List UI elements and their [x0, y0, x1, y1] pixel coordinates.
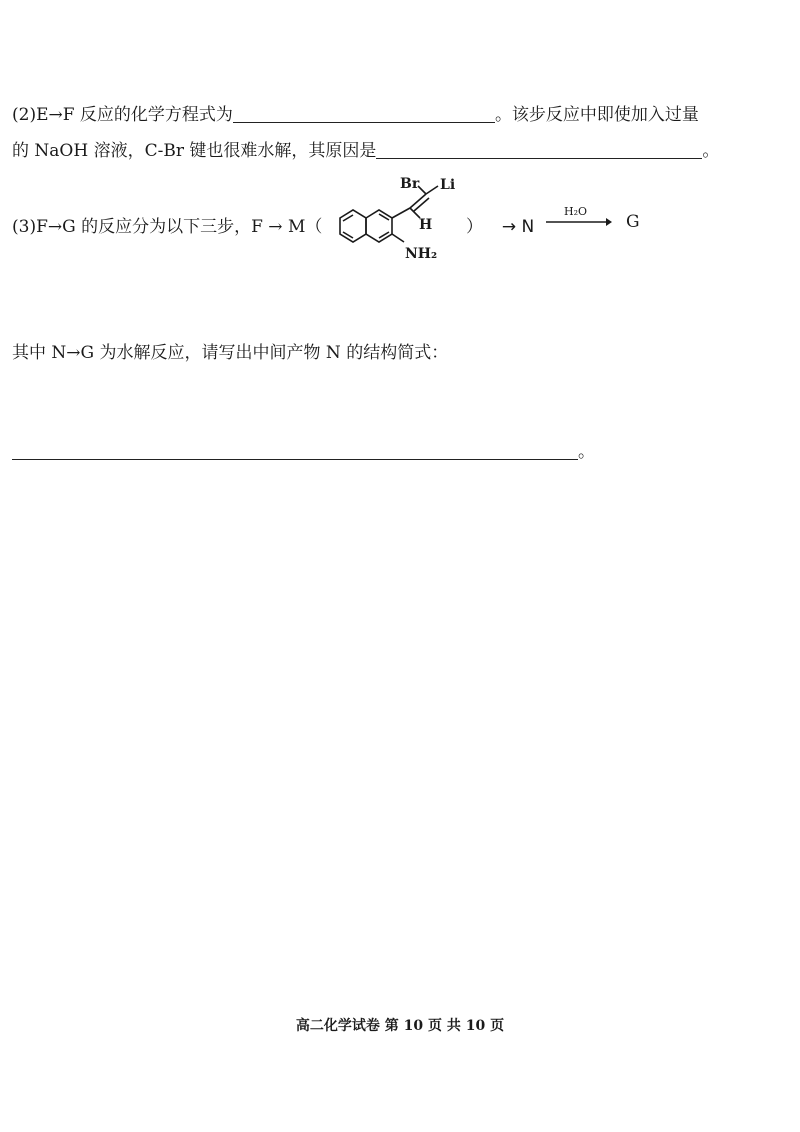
q3-to-n: → N	[501, 217, 535, 237]
q3-answer-blank[interactable]	[12, 443, 578, 460]
q3-question	[12, 338, 448, 363]
reagent-h2o-label: H₂O	[564, 205, 588, 218]
q3-product	[626, 212, 640, 232]
mol-br-label: Br	[400, 176, 420, 192]
page-footer: 高二化学试卷 第 10 页 共 10 页	[295, 1018, 505, 1034]
q2-answer-blank-2[interactable]	[376, 142, 702, 159]
mol-li-label: Li	[440, 177, 456, 193]
q2-line2	[12, 136, 719, 161]
q2-line1-suffix: 。该步反应中即使加入过量	[494, 105, 699, 125]
q3-after-mol	[466, 212, 534, 237]
mol-h-label: H	[419, 217, 433, 233]
mol-nh2-label: NH₂	[405, 246, 438, 262]
q3-question-text: 其中 N→G 为水解反应，请写出中间产物 N 的结构简式：	[12, 343, 449, 363]
q2-line1-prefix: (2)E→F 反应的化学方程式为	[12, 105, 233, 125]
molecule-m-structure	[320, 170, 470, 270]
h2o-reaction-arrow	[544, 204, 614, 232]
q3-answer-suffix: 。	[578, 442, 595, 462]
q2-line2-suffix: 。	[702, 141, 720, 161]
q3-line1	[12, 212, 322, 237]
q3-prefix: (3)F→G 的反应分为以下三步，F → M（	[12, 217, 323, 237]
q3-answer-line	[12, 437, 595, 462]
product-g-label: G	[626, 212, 640, 232]
q2-line2-prefix: 的 NaOH 溶液，C-Br 键也很难水解，其原因是	[12, 141, 377, 161]
q3-close-paren: ）	[466, 217, 483, 237]
q2-line1	[12, 100, 699, 125]
q2-answer-blank-1[interactable]	[233, 106, 495, 123]
